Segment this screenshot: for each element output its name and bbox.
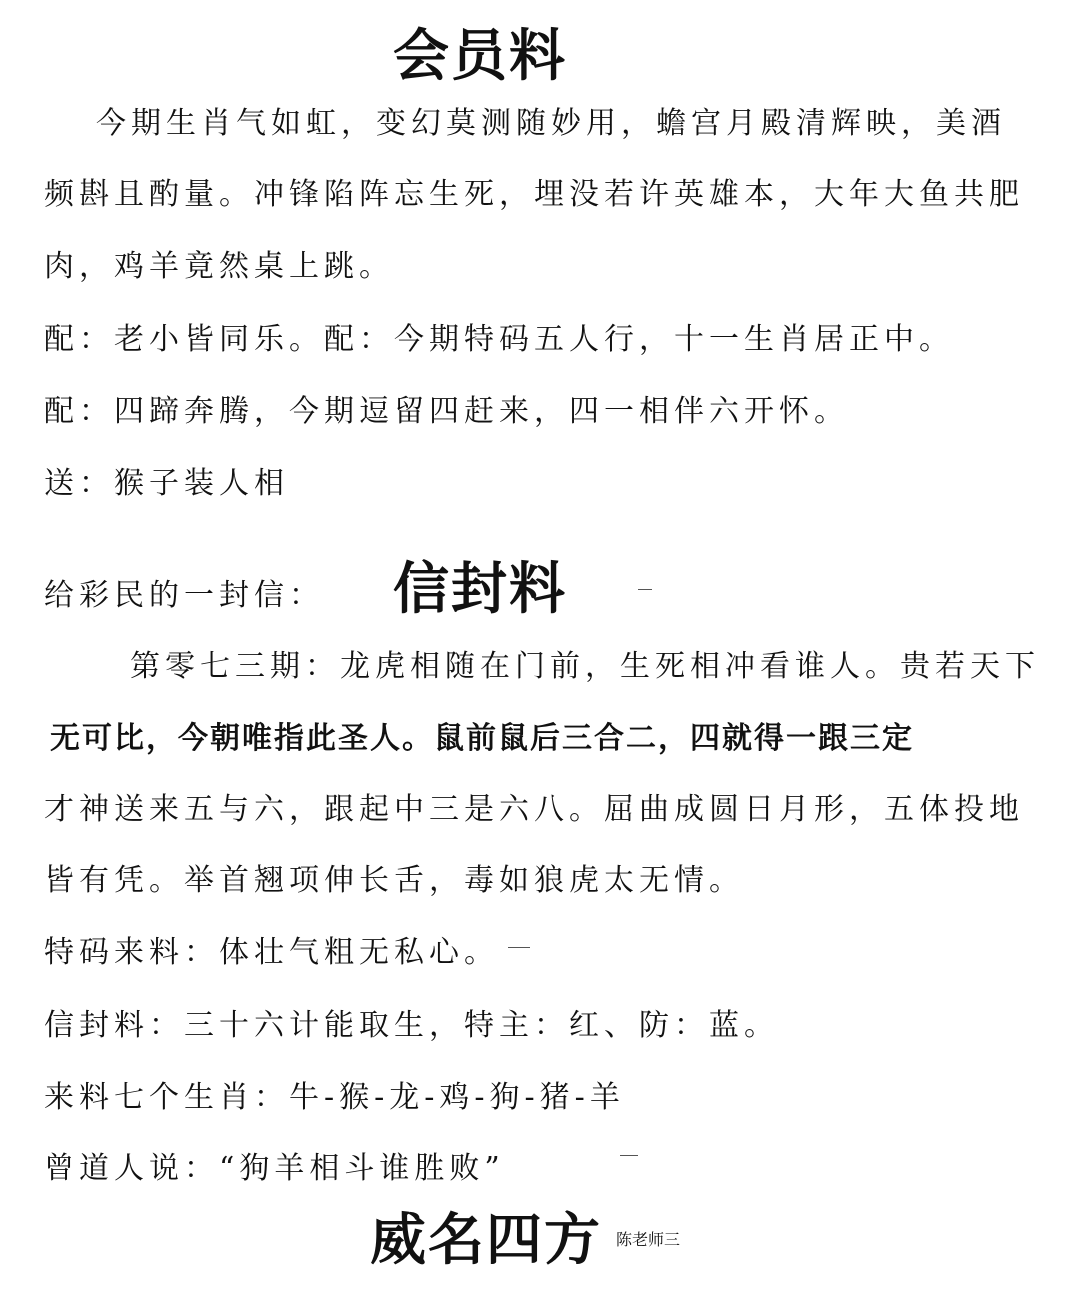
section1-line-2: 频斟且酌量。冲锋陷阵忘生死，埋没若许英雄本，大年大鱼共肥 [44,177,1024,212]
section2-line-8: 曾道人说：“狗羊相斗谁胜败” [44,1151,505,1186]
letter-label: 给彩民的一封信： [44,578,324,613]
section1-line-1: 今期生肖气如虹，变幻莫测随妙用，蟾宫月殿清辉映，美酒 [96,106,1006,141]
section2-line-2: 无可比，今朝唯指此圣人。鼠前鼠后三合二，四就得一跟三定 [50,721,914,756]
section2-line-3: 才神送来五与六，跟起中三是六八。屈曲成圆日月形，五体投地 [44,792,1024,827]
section2-line-7: 来料七个生肖：牛-猴-龙-鸡-狗-猪-羊 [44,1080,625,1115]
heading-member-tips: 会员料 [393,23,567,89]
section1-line-3: 肉，鸡羊竟然桌上跳。 [44,249,394,284]
section2-line-6: 信封料：三十六计能取生，特主：红、防：蓝。 [44,1008,779,1043]
section2-line-5: 特码来料：体壮气粗无私心。 [44,935,499,970]
section2-line-4: 皆有凭。举首翘项伸长舌，毒如狼虎太无情。 [44,863,744,898]
watermark-text: 陈老师三 [616,1230,681,1249]
section2-line-1: 第零七三期：龙虎相随在门前，生死相冲看谁人。贵若天下 [130,649,1040,684]
scan-mark [638,589,652,590]
heading-renowned: 威名四方 [370,1207,602,1273]
section1-line-6: 送：猴子装人相 [44,466,289,501]
scan-mark [620,1155,638,1156]
heading-envelope-tips: 信封料 [393,556,567,622]
section1-line-4: 配：老小皆同乐。配：今期特码五人行，十一生肖居正中。 [44,322,954,357]
scan-mark [508,947,530,948]
section1-line-5: 配：四蹄奔腾，今期逗留四赶来，四一相伴六开怀。 [44,394,849,429]
